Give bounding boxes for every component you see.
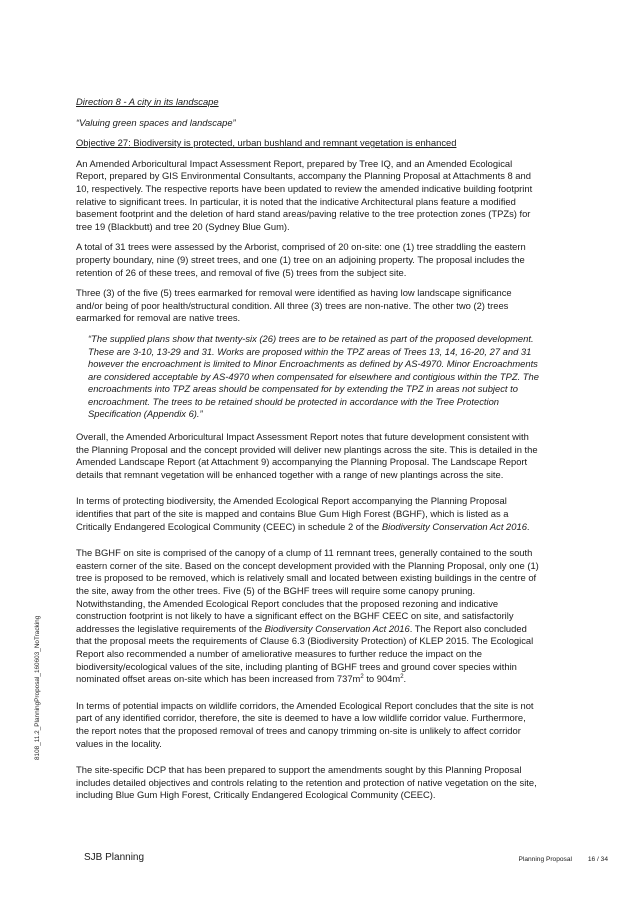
paragraph-biodiversity <box>76 495 540 533</box>
page-content <box>76 96 540 810</box>
text: to 904m <box>363 673 401 685</box>
text: . The Report also concluded that the proposal meets the requirements of Clause 6.3 (Biodiversity Protection) of KLEP 2015. The Ecological Report also recommended a number of ameliorative measures to further reduce the impact on the biodiversity/ecological values of the site, including planting of BGHF trees and ground cover species within nominated offset areas on-site which has been increased from 737m <box>76 622 534 685</box>
paragraph-dcp: The site-specific DCP that has been prepared to support the amendments sought by this Planning Proposal includes detailed objectives and controls relating to the retention and protection of native vegetation on the site, including Blue Gum High Forest, Critically Endangered Ecological Community (CEEC). <box>76 764 537 801</box>
paragraph-landscape: Overall, the Amended Arboricultural Impact Assessment Report notes that future development consistent with the Planning Proposal and the concept provided will deliver new plantings across the site. This is detailed in the Amended Landscape Report (at Attachment 9) accompanying the Planning Proposal. The Landscape Report details that remnant vegetation will be enhanced together with a range of new plantings across the site. <box>76 431 538 480</box>
text: The BGHF on site is comprised of the canopy of a clump of 11 remnant trees, generally contained to the south eastern corner of the site. Based on the concept development provided with the Planning Proposal, only one (1) tree is proposed to be removed, which is relatively small and located between existing buildings in the centre of the site, away from the other trees. Five (5) of the BGHF trees will require some canopy pruning. Notwithstanding, the Amended Ecological Report concludes that the proposed rezoning and indicative construction footprint is not likely to have a significant effect on the BGHF CEEC on site, and satisfactorily addresses the legislative requirements of the <box>76 547 539 634</box>
objective-heading: Objective 27: Biodiversity is protected, urban bushland and remnant vegetation is enhanced <box>76 137 457 149</box>
direction-heading: Direction 8 - A city in its landscape <box>76 96 219 107</box>
paragraph-bghf <box>76 547 540 686</box>
footer-page-number: 16 / 34 <box>587 856 608 863</box>
side-file-label: 8108_11.2_PlanningProposal_160603_NoTracking <box>34 615 41 760</box>
paragraph-reports: An Amended Arboricultural Impact Assessment Report, prepared by Tree IQ, and an Amended Ecological Report, prepared by GIS Environmental Consultants, accompany the Planning Proposal at Attachments 8 and 10, respectively. The respective reports have been updated to review the amended indicative building footprint relative to significant trees. In particular, it is noted that the indicative Architectural plans feature a modified basement footprint and the deletion of hard stand areas/paving relative to the tree protection zones (TPZs) for tree 19 (Blackbutt) and tree 20 (Sydney Blue Gum). <box>76 157 533 232</box>
footer-meta <box>518 856 608 863</box>
footer-company: SJB Planning <box>84 852 145 863</box>
paragraph-trees-assessed: A total of 31 trees were assessed by the Arborist, comprised of 20 on-site: one (1) tree straddling the eastern property boundary, nine (9) street trees, and one (1) tree on an adjoining property. The proposal includes the retention of 26 of these trees, and removal of five (5) trees from the subject site. <box>76 241 526 278</box>
footer-doc-title: Planning Proposal <box>518 856 572 863</box>
paragraph-trees-removal: Three (3) of the five (5) trees earmarked for removal were identified as having low landscape significance and/or being of poor health/structural condition. All three (3) trees are non-native. The other two (2) trees earmarked for removal are native trees. <box>76 287 512 324</box>
superscript: 2 <box>400 674 404 681</box>
text: . <box>403 673 407 685</box>
text: In terms of protecting biodiversity, the Amended Ecological Report accompanying the Planning Proposal identifies that part of the site is mapped and contains Blue Gum High Forest (BGHF), which is listed as a Critically Endangered Ecological Community (CEEC) in schedule 2 of the <box>76 495 509 532</box>
paragraph-wildlife-corridors: In terms of potential impacts on wildlife corridors, the Amended Ecological Report concludes that the site is not part of any identified corridor, therefore, the site is deemed to have a low wildlife corridor value. Furthermore, the report notes that the proposed removal of trees and canopy trimming on-site is unlikely to affect corridor values in the locality. <box>76 699 534 749</box>
act-name: Biodiversity Conservation Act 2016 <box>264 622 410 634</box>
arborist-quote: “The supplied plans show that twenty-six (26) trees are to be retained as part of the proposed development. These are 3-10, 13-29 and 31. Works are proposed within the TPZ areas of Trees 13, 14, 16-20, 27 and 31 however the encroachment is limited to Minor Encroachments as defined by AS-4970. Minor Encroachments are considered acceptable by AS-4970 when compensated for elsewhere and contigious within the TPZ. The encroachments into TPZ areas should be compensated for by extending the TPZ in areas not subject to encroachment. The trees to be retained should be protected in accordance with the Tree Protection Specification (Appendix 6).” <box>88 332 539 420</box>
text: . <box>526 520 530 532</box>
superscript: 2 <box>360 674 364 681</box>
direction-quote: “Valuing green spaces and landscape” <box>76 116 236 128</box>
act-name: Biodiversity Conservation Act 2016 <box>381 520 527 532</box>
